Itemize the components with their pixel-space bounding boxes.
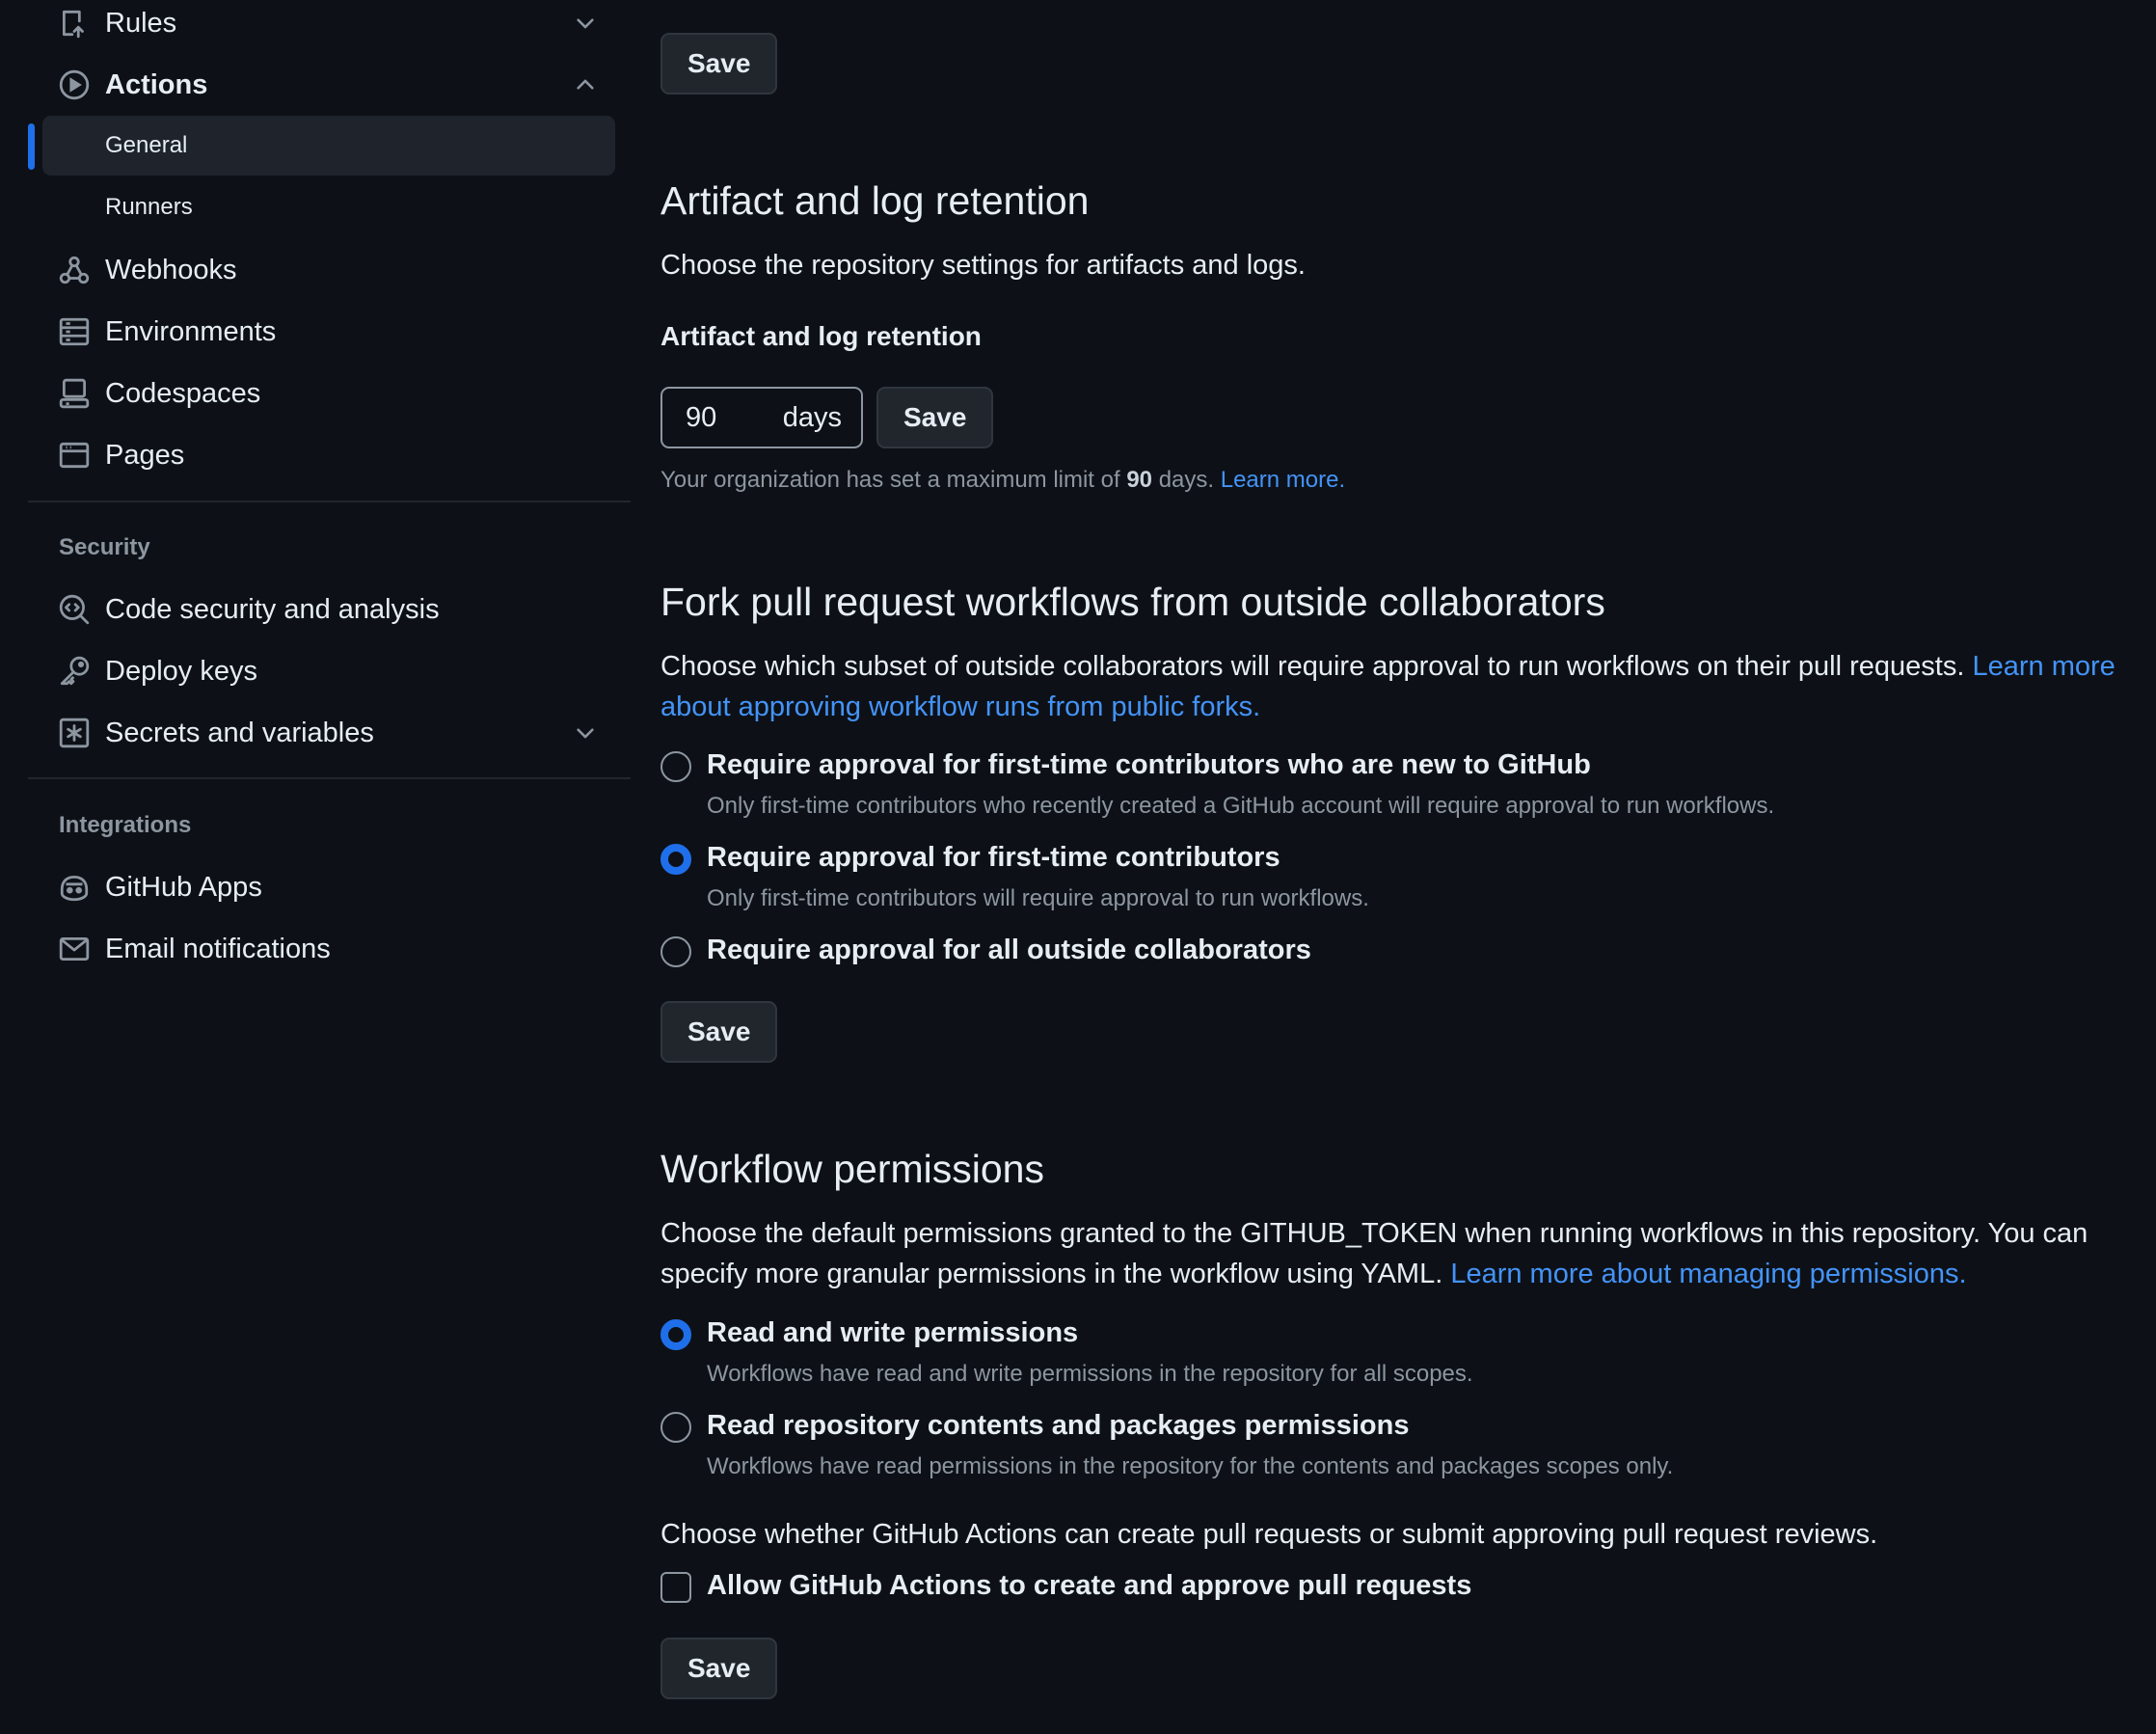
radio-label[interactable]: Read and write permissions [707, 1317, 1079, 1348]
note-text: Your organization has set a maximum limit of [660, 467, 1127, 493]
settings-sidebar [0, 0, 636, 1734]
section-description: Choose the repository settings for artifacts and logs. [660, 250, 1306, 281]
save-button[interactable]: Save [660, 1638, 777, 1699]
sidebar-item-label: Environments [105, 315, 277, 347]
description-text: specify more granular permissions in the workflow using YAML. [660, 1259, 1451, 1289]
asterisk-icon [58, 717, 91, 749]
retention-days-input[interactable] [660, 387, 863, 448]
sidebar-item-label: Code security and analysis [105, 593, 440, 625]
section-description [660, 1213, 2155, 1294]
sidebar-item-label: Pages [105, 439, 185, 471]
sidebar-item-label: Secrets and variables [105, 717, 374, 748]
sidebar-item-secrets[interactable] [42, 703, 615, 763]
sidebar-heading-security: Security [59, 534, 150, 560]
webhook-icon [58, 254, 91, 286]
checkbox-label[interactable]: Allow GitHub Actions to create and approve pull requests [707, 1570, 1472, 1601]
sidebar-item-label: Webhooks [105, 254, 237, 285]
retention-value: 90 [686, 401, 717, 433]
sidebar-item-general[interactable] [42, 116, 615, 176]
sidebar-item-actions[interactable] [42, 55, 615, 115]
sidebar-item-code-security[interactable] [42, 580, 615, 639]
chevron-down-icon [573, 11, 598, 36]
sidebar-item-webhooks[interactable] [42, 240, 615, 300]
description-text: Choose which subset of outside collaborators will require approval to run workflows on their pull requests. [660, 651, 1973, 682]
note-text: days. [1152, 467, 1221, 493]
section-description [660, 646, 2155, 727]
sidebar-item-rules[interactable] [42, 0, 615, 53]
sidebar-item-pages[interactable] [42, 425, 615, 485]
sidebar-heading-integrations: Integrations [59, 812, 192, 838]
radio-description: Workflows have read permissions in the repository for the contents and packages scopes only. [707, 1453, 1674, 1479]
save-button[interactable]: Save [876, 387, 993, 448]
chevron-up-icon [573, 72, 598, 97]
sidebar-item-github-apps[interactable] [42, 857, 615, 917]
section-title: Artifact and log retention [660, 178, 1090, 223]
save-button[interactable]: Save [660, 1001, 777, 1063]
sidebar-item-label: GitHub Apps [105, 871, 262, 903]
save-button[interactable]: Save [660, 33, 777, 95]
sidebar-item-label: Codespaces [105, 377, 261, 409]
radio-description: Only first-time contributors will require approval to run workflows. [707, 885, 1369, 911]
sidebar-item-deploy-keys[interactable] [42, 641, 615, 701]
play-icon [58, 68, 91, 101]
radio-label[interactable]: Require approval for first-time contributors [707, 842, 1280, 873]
learn-more-link[interactable]: Learn more [1972, 651, 2116, 682]
section-title: Fork pull request workflows from outside collaborators [660, 580, 1605, 624]
sidebar-item-label: Email notifications [105, 933, 331, 964]
radio-description: Only first-time contributors who recently created a GitHub account will require approval to run workflows. [707, 793, 1775, 819]
radio-button-selected[interactable] [660, 1319, 691, 1350]
retention-unit: days [782, 401, 842, 433]
radio-description: Workflows have read and write permissions in the repository for all scopes. [707, 1361, 1473, 1387]
note-limit-value: 90 [1126, 467, 1153, 493]
sidebar-item-label: General [105, 132, 188, 158]
sidebar-item-runners[interactable] [42, 177, 615, 237]
sidebar-item-codespaces[interactable] [42, 364, 615, 423]
description-text: Choose the default permissions granted to the GITHUB_TOKEN when running workflows in this repository. You can [660, 1218, 2089, 1249]
sidebar-item-environments[interactable] [42, 302, 615, 362]
sidebar-item-label: Deploy keys [105, 655, 257, 687]
sidebar-item-label: Runners [105, 194, 193, 220]
radio-label[interactable]: Require approval for all outside collaborators [707, 935, 1311, 965]
codespaces-icon [58, 377, 91, 410]
browser-icon [58, 439, 91, 472]
rules-icon [58, 7, 91, 40]
retention-field-label: Artifact and log retention [660, 321, 982, 351]
sidebar-divider [28, 501, 631, 502]
copilot-icon [58, 871, 91, 904]
radio-button-selected[interactable] [660, 844, 691, 875]
section-title: Workflow permissions [660, 1147, 1044, 1191]
sidebar-item-label: Actions [105, 68, 208, 100]
allow-create-pr-checkbox[interactable] [660, 1572, 691, 1603]
retention-note [660, 467, 1345, 494]
learn-more-link-continued[interactable]: about approving workflow runs from public forks. [660, 691, 1261, 722]
sidebar-item-label: Rules [105, 7, 177, 39]
server-icon [58, 315, 91, 348]
learn-more-link[interactable]: Learn more about managing permissions. [1450, 1259, 1967, 1289]
radio-button[interactable] [660, 751, 691, 782]
sidebar-divider [28, 777, 631, 779]
radio-label[interactable]: Read repository contents and packages permissions [707, 1410, 1410, 1441]
chevron-down-icon [573, 720, 598, 745]
active-indicator [28, 123, 35, 170]
radio-label[interactable]: Require approval for first-time contributors who are new to GitHub [707, 749, 1591, 780]
radio-button[interactable] [660, 936, 691, 967]
key-icon [58, 655, 91, 688]
codescan-icon [58, 593, 91, 626]
learn-more-link[interactable]: Learn more. [1220, 467, 1346, 493]
pr-question: Choose whether GitHub Actions can create pull requests or submit approving pull request reviews. [660, 1519, 1878, 1550]
settings-main [660, 0, 2156, 1734]
radio-button[interactable] [660, 1412, 691, 1443]
sidebar-item-email-notifications[interactable] [42, 919, 615, 979]
mail-icon [58, 933, 91, 965]
